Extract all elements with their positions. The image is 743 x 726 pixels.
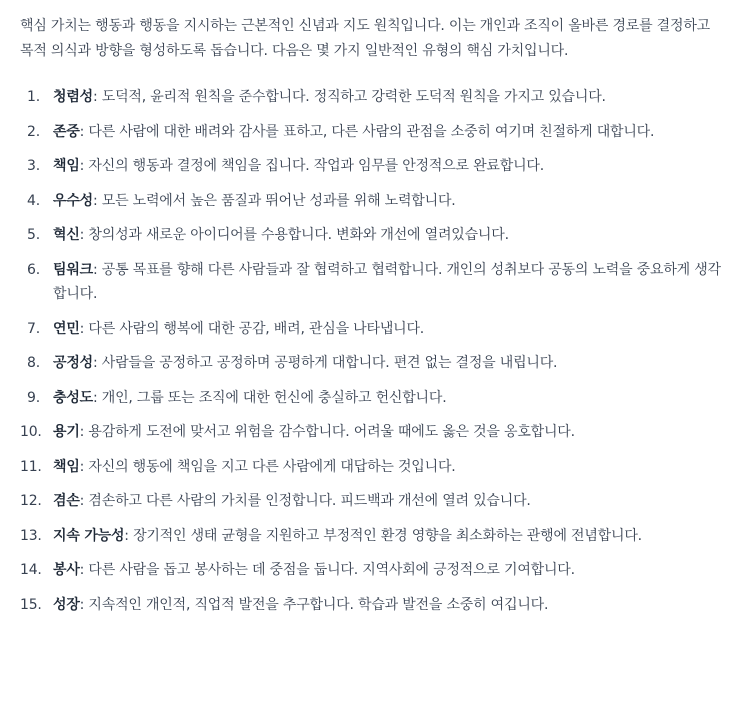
value-description: : 창의성과 새로운 아이디어를 수용합니다. 변화와 개선에 열려있습니다. [79, 227, 509, 243]
list-number: 10. [20, 424, 42, 440]
value-description: : 사람들을 공정하고 공정하며 공평하게 대합니다. 편견 없는 결정을 내립니다. [92, 355, 558, 371]
value-description: : 지속적인 개인적, 직업적 발전을 추구합니다. 학습과 발전을 소중히 여깁니다. [79, 596, 549, 613]
value-term: 청렴성 [53, 89, 93, 105]
list-number: 2. [27, 123, 40, 140]
value-term: 봉사 [53, 562, 80, 578]
list-number: 8. [27, 355, 40, 371]
value-description: : 다른 사람의 행복에 대한 공감, 배려, 관심을 나타냅니다. [79, 320, 425, 337]
list-number: 7. [27, 320, 40, 337]
list-number: 1. [27, 89, 40, 105]
list-item [20, 489, 725, 514]
value-term: 지속 가능성 [53, 527, 125, 544]
value-description: : 장기적인 생태 균형을 지원하고 부정적인 환경 영향을 최소화하는 관행에 전념합니다. [124, 527, 642, 544]
value-description: : 개인, 그룹 또는 조직에 대한 헌신에 충실하고 헌신합니다. [92, 389, 447, 406]
list-number: 6. [27, 261, 40, 278]
list-item [20, 351, 725, 376]
value-term: 혁신 [53, 227, 80, 243]
list-item [20, 85, 725, 110]
list-item [20, 317, 725, 342]
core-values-list [20, 85, 725, 617]
list-number: 9. [27, 389, 40, 406]
list-number: 13. [20, 527, 42, 544]
intro-paragraph: 핵심 가치는 행동과 행동을 지시하는 근본적인 신념과 지도 원칙입니다. 이는 개인과 조직이 올바른 경로를 결정하고 목적 의식과 방향을 형성하도록 돕습니다. 다음은 몇 가지 일반적인 유형의 핵심 가치입니다. [20, 18, 710, 59]
value-term: 용기 [53, 424, 80, 440]
value-term: 책임 [53, 158, 80, 174]
list-number: 5. [27, 227, 40, 243]
value-term: 우수성 [53, 192, 93, 209]
list-item [20, 258, 725, 307]
value-term: 연민 [53, 320, 80, 337]
list-number: 4. [27, 192, 40, 209]
value-description: : 공통 목표를 향해 다른 사람들과 잘 협력하고 협력합니다. 개인의 성취보다 공동의 노력을 중요하게 생각합니다. [53, 261, 721, 302]
value-term: 팀워크 [53, 261, 93, 278]
list-item [20, 593, 725, 618]
list-number: 12. [20, 493, 42, 509]
list-item [20, 455, 725, 480]
value-description: : 자신의 행동에 책임을 지고 다른 사람에게 대답하는 것입니다. [79, 458, 456, 475]
value-term: 존중 [53, 123, 80, 140]
value-description: : 자신의 행동과 결정에 책임을 집니다. 작업과 임무를 안정적으로 완료합니다. [79, 158, 544, 174]
list-item [20, 154, 725, 179]
value-description: : 도덕적, 윤리적 원칙을 준수합니다. 정직하고 강력한 도덕적 원칙을 가지고 있습니다. [92, 89, 606, 105]
list-item [20, 189, 725, 214]
list-number: 15. [20, 596, 42, 613]
value-term: 겸손 [53, 493, 80, 509]
value-description: : 모든 노력에서 높은 품질과 뛰어난 성과를 위해 노력합니다. [92, 192, 456, 209]
list-item [20, 420, 725, 445]
value-term: 책임 [53, 458, 80, 475]
value-term: 성장 [53, 596, 80, 613]
value-description: : 겸손하고 다른 사람의 가치를 인정합니다. 피드백과 개선에 열려 있습니다. [79, 493, 531, 509]
value-description: : 용감하게 도전에 맞서고 위험을 감수합니다. 어려울 때에도 옳은 것을 옹호합니다. [79, 424, 575, 440]
list-number: 14. [20, 562, 42, 578]
list-number: 3. [27, 158, 40, 174]
value-term: 공정성 [53, 355, 93, 371]
list-item [20, 120, 725, 145]
value-description: : 다른 사람을 돕고 봉사하는 데 중점을 둡니다. 지역사회에 긍정적으로 기여합니다. [79, 562, 575, 578]
value-term: 충성도 [53, 389, 93, 406]
list-item [20, 223, 725, 248]
list-item [20, 558, 725, 583]
list-item [20, 524, 725, 549]
value-description: : 다른 사람에 대한 배려와 감사를 표하고, 다른 사람의 관점을 소중히 여기며 친절하게 대합니다. [79, 123, 655, 140]
list-number: 11. [20, 458, 42, 475]
list-item [20, 386, 725, 411]
